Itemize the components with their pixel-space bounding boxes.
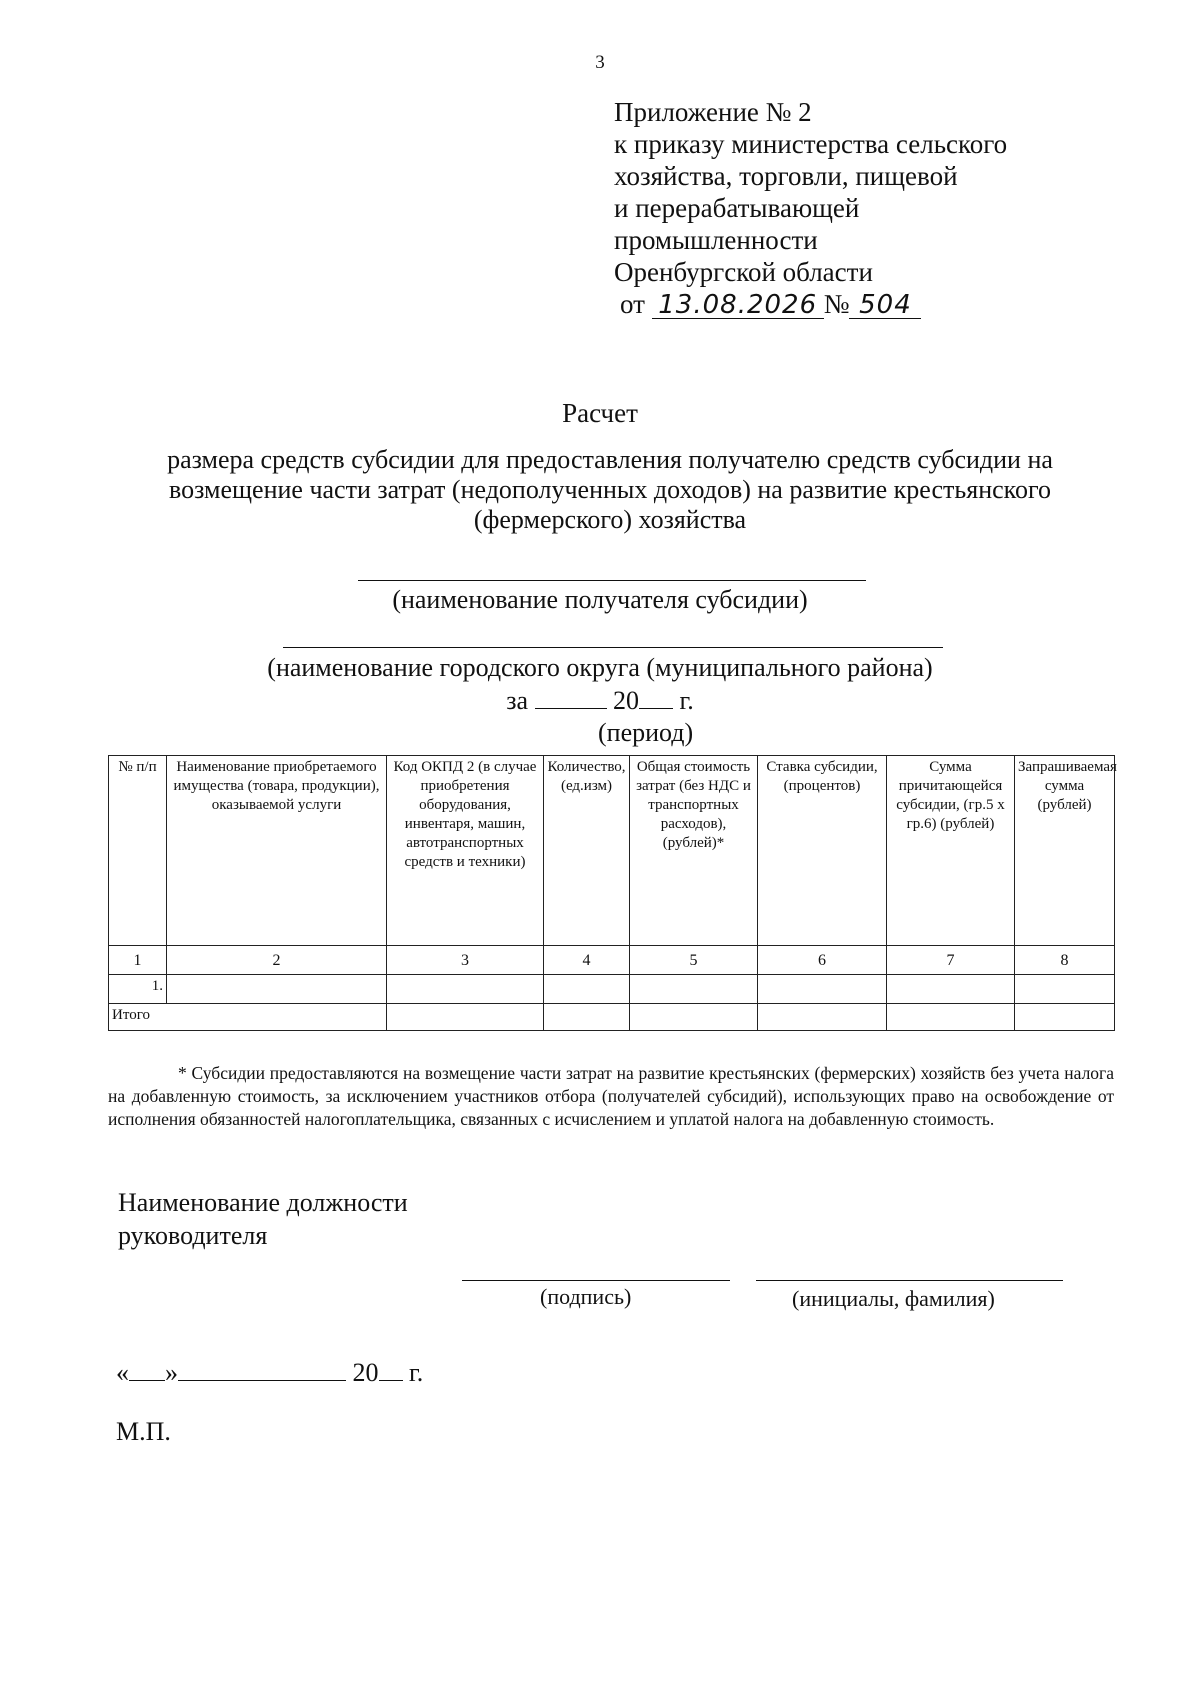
table-cell <box>167 975 387 1004</box>
column-number-cell: 8 <box>1015 946 1115 975</box>
date-suffix: г. <box>409 1358 424 1387</box>
signature-caption: (подпись) <box>540 1284 632 1309</box>
footnote <box>108 1062 1114 1131</box>
signature-line <box>462 1280 730 1281</box>
table-cell <box>1015 1004 1115 1031</box>
date-prefix: от <box>620 289 645 319</box>
table-cell <box>887 1004 1015 1031</box>
appendix-line: к приказу министерства сельского <box>614 129 1008 159</box>
column-number-cell: 4 <box>544 946 630 975</box>
table-cell <box>544 1004 630 1031</box>
appendix-line: Оренбургской области <box>614 257 873 287</box>
date-year-prefix: 20 <box>352 1358 379 1387</box>
period-year-blank <box>639 708 673 709</box>
name-line <box>756 1280 1063 1281</box>
table-cell <box>758 975 887 1004</box>
month-blank <box>178 1380 346 1381</box>
period-blank <box>535 708 607 709</box>
table-header-cell: № п/п <box>109 756 167 946</box>
recipient-name-line <box>358 580 866 581</box>
table-cell <box>887 975 1015 1004</box>
table-header-cell: Код ОКПД 2 (в случае приобретения оборудования, инвентаря, машин, автотранспортных средств и техники) <box>387 756 544 946</box>
stamp-place: М.П. <box>116 1417 171 1446</box>
date-open-quote: « <box>116 1358 129 1387</box>
total-label-cell: Итого <box>109 1004 387 1031</box>
handwritten-number: 504 <box>849 292 921 319</box>
column-number-cell: 7 <box>887 946 1015 975</box>
row-number-cell: 1. <box>109 975 167 1004</box>
appendix-line: и перерабатывающей <box>614 193 860 223</box>
appendix-line: Приложение № 2 <box>614 97 812 127</box>
day-blank <box>129 1380 165 1381</box>
table-header-cell: Запрашиваемая сумма (рублей) <box>1015 756 1115 946</box>
table-cell <box>1015 975 1115 1004</box>
period-suffix: г. <box>679 686 694 715</box>
table-header-cell: Наименование приобретаемого имущества (товара, продукции), оказываемой услуги <box>167 756 387 946</box>
total-row <box>109 1004 1115 1031</box>
document-title: Расчет <box>562 398 638 428</box>
column-number-row <box>109 946 1115 975</box>
period-prefix: за <box>506 686 529 715</box>
table-cell <box>387 1004 544 1031</box>
table-header-cell: Количество, (ед.изм) <box>544 756 630 946</box>
name-caption: (инициалы, фамилия) <box>792 1286 995 1311</box>
district-name-line <box>283 647 943 648</box>
appendix-header <box>614 96 1007 320</box>
signature-date-line <box>116 1358 423 1388</box>
table-cell <box>387 975 544 1004</box>
position-title <box>118 1186 408 1252</box>
page-number: 3 <box>595 52 605 73</box>
table-header-cell: Сумма причитающейся субсидии, (гр.5 x гр.6) (рублей) <box>887 756 1015 946</box>
column-number-cell: 5 <box>630 946 758 975</box>
column-number-cell: 1 <box>109 946 167 975</box>
document-subtitle: размера средств субсидии для предоставления получателю средств субсидии на возмещение части затрат (недополученных доходов) на развитие крестьянского (фермерского) хозяйства <box>167 445 1053 534</box>
year-blank <box>379 1380 403 1381</box>
period-caption: (период) <box>598 718 694 747</box>
handwritten-date: 13.08.2026 <box>652 292 824 319</box>
appendix-line: хозяйства, торговли, пищевой <box>614 161 958 191</box>
number-label: № <box>823 289 850 319</box>
table-header-cell: Ставка субсидии, (процентов) <box>758 756 887 946</box>
calculation-table <box>108 755 1115 1031</box>
order-date-line <box>614 288 1007 320</box>
position-line: Наименование должности <box>118 1188 408 1217</box>
table-cell <box>544 975 630 1004</box>
position-line: руководителя <box>118 1221 268 1250</box>
period-year-prefix: 20 <box>613 686 640 715</box>
period-line <box>0 686 1200 716</box>
table-cell <box>758 1004 887 1031</box>
column-number-cell: 3 <box>387 946 544 975</box>
footnote-text: * Субсидии предоставляются на возмещение части затрат на развитие крестьянских (фермерских) хозяйств без учета налога на добавленную стоимость, за исключением участников отбора (получателей субсидий), использующих право на освобождение от исполнения обязанностей налогоплательщика, связанных с исчислением и уплатой налога на добавленную стоимость. <box>108 1063 1114 1129</box>
column-number-cell: 2 <box>167 946 387 975</box>
recipient-caption: (наименование получателя субсидии) <box>392 585 808 614</box>
table-row <box>109 975 1115 1004</box>
column-number-cell: 6 <box>758 946 887 975</box>
appendix-line: промышленности <box>614 225 818 255</box>
table-cell <box>630 975 758 1004</box>
date-close-quote: » <box>165 1358 178 1387</box>
table-header-cell: Общая стоимость затрат (без НДС и транспортных расходов), (рублей)* <box>630 756 758 946</box>
district-caption: (наименование городского округа (муниципального района) <box>267 653 933 682</box>
table-cell <box>630 1004 758 1031</box>
table-header-row <box>109 756 1115 946</box>
